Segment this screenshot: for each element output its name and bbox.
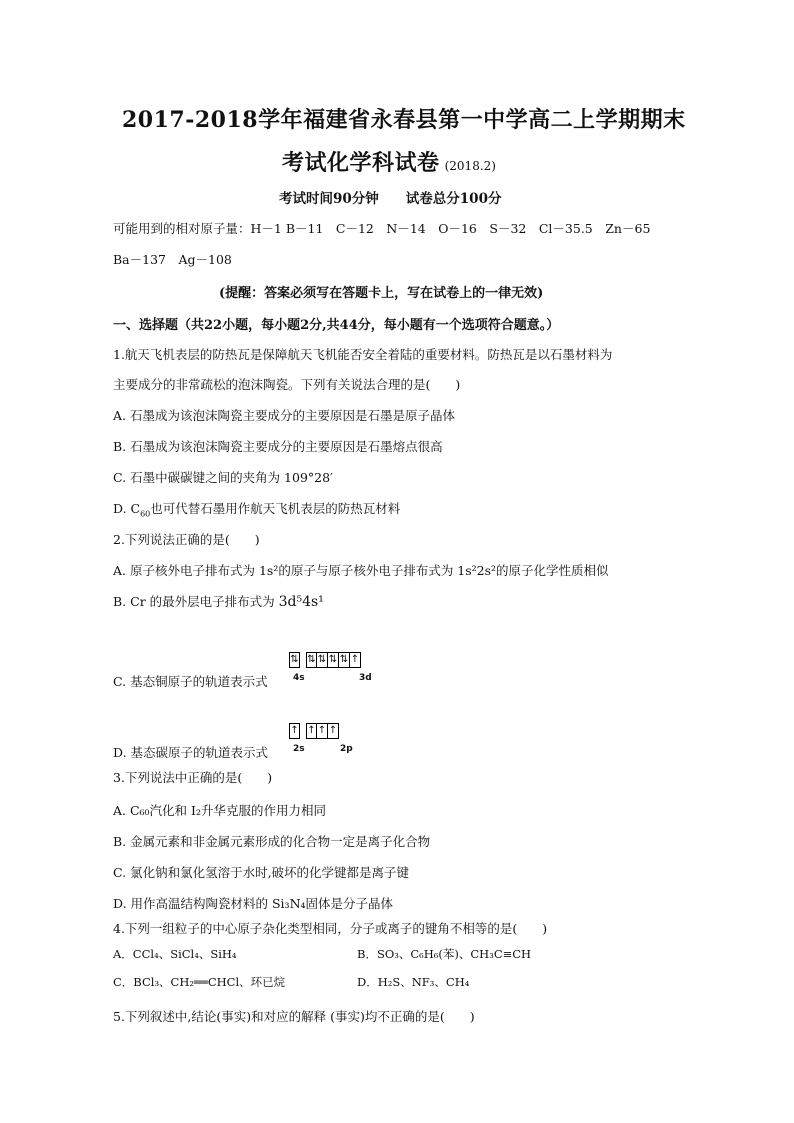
c-2s-boxes	[289, 723, 300, 739]
title-date: (2018.2)	[444, 159, 496, 173]
q4-option-d: D．H₂S、NF₃、CH₄	[357, 975, 470, 989]
q2-option-c: C. 基态铜原子的轨道表示式	[113, 674, 268, 689]
c-2p-boxes	[306, 723, 339, 739]
c-2p-box-0: ↑	[306, 723, 317, 739]
cu-4s-box-0: ⇅	[289, 652, 300, 668]
q1-d-sub: 60	[140, 509, 151, 519]
q2-b-pre: B. Cr 的最外层电子排布式为	[113, 594, 279, 609]
exam-info: 考试时间90分钟 试卷总分100分	[279, 191, 502, 207]
cu-3d-boxes	[306, 652, 361, 668]
q1-stem-2: 主要成分的非常疏松的泡沫陶瓷。下列有关说法合理的是( )	[113, 377, 461, 392]
reminder: (提醒：答案必须写在答题卡上，写在试卷上的一律无效)	[219, 286, 544, 301]
atomic-masses-line-2: Ba－137 Ag－108	[113, 252, 232, 267]
c-2p-box-1: ↑	[317, 723, 328, 739]
cu-3d-box-0: ⇅	[306, 652, 317, 668]
q4-stem: 4.下列一组粒子的中心原子杂化类型相同，分子或离子的键角不相等的是( )	[113, 921, 548, 936]
cu-3d-box-4: ↑	[350, 652, 361, 668]
q2-option-b	[113, 592, 324, 610]
q1-stem-1: 1.航天飞机表层的防热瓦是保障航天飞机能否安全着陆的重要材料。防热瓦是以石墨材料为	[113, 347, 613, 362]
q3-option-a: A. C₆₀汽化和 I₂升华克服的作用力相同	[113, 803, 326, 818]
q2-stem: 2.下列说法正确的是( )	[113, 532, 260, 547]
title-line-1: 2017-2018学年福建省永春县第一中学高二上学期期末	[122, 107, 686, 133]
q1-d-pre: D. C	[113, 501, 141, 516]
cu-3d-box-2: ⇅	[328, 652, 339, 668]
cu-label-4s: 4s	[293, 673, 305, 683]
c-orbital-diagram	[289, 723, 345, 739]
q3-stem: 3.下列说法中正确的是( )	[113, 770, 273, 785]
c-2p-box-2: ↑	[328, 723, 339, 739]
q1-d-post: 也可代替石墨用作航天飞机表层的防热瓦材料	[150, 501, 401, 516]
title-main: 考试化学科试卷	[282, 150, 440, 176]
c-label-2s: 2s	[293, 744, 305, 754]
q2-option-a: A. 原子核外电子排布式为 1s²的原子与原子核外电子排布式为 1s²2s²的原子化学性质相似	[113, 563, 609, 578]
q4-option-b: B．SO₃、C₆H₆(苯)、CH₃C≡CH	[357, 947, 532, 961]
q4-option-a: A．CCl₄、SiCl₄、SiH₄	[113, 947, 237, 961]
cu-3d-box-3: ⇅	[339, 652, 350, 668]
section-heading: 一、选择题（共22小题，每小题2分,共44分，每小题有一个选项符合题意。）	[113, 318, 560, 333]
q1-option-b: B. 石墨成为该泡沫陶瓷主要成分的主要原因是石墨熔点很高	[113, 439, 443, 454]
cu-4s-boxes	[289, 652, 300, 668]
c-label-2p: 2p	[340, 744, 353, 754]
cu-label-3d: 3d	[359, 673, 372, 683]
q1-option-d	[113, 499, 400, 519]
q2-option-d: D. 基态碳原子的轨道表示式	[113, 745, 269, 760]
q3-option-d: D. 用作高温结构陶瓷材料的 Si₃N₄固体是分子晶体	[113, 896, 394, 911]
c-2s-box-0: ↑	[289, 723, 300, 739]
q1-option-c: C. 石墨中碳碳键之间的夹角为 109°28′	[113, 470, 333, 485]
q1-option-a: A. 石墨成为该泡沫陶瓷主要成分的主要原因是石墨是原子晶体	[113, 408, 455, 423]
q5-stem: 5.下列叙述中,结论(事实)和对应的解释 (事实)均不正确的是( )	[113, 1009, 475, 1024]
cu-3d-box-1: ⇅	[317, 652, 328, 668]
atomic-masses-line-1: 可能用到的相对原子量：H－1 B－11 C－12 N－14 O－16 S－32 Cl－35.5 Zn－65	[113, 221, 651, 236]
title-line-2	[282, 146, 496, 177]
q4-option-c: C．BCl₃、CH₂══CHCl、环已烷	[113, 975, 286, 989]
q3-option-c: C. 氯化钠和氯化氢溶于水时,破坏的化学键都是离子键	[113, 865, 410, 880]
q2-b-formula: 3d⁵4s¹	[278, 594, 324, 610]
q3-option-b: B. 金属元素和非金属元素形成的化合物一定是离子化合物	[113, 834, 431, 849]
cu-orbital-diagram	[289, 652, 367, 668]
